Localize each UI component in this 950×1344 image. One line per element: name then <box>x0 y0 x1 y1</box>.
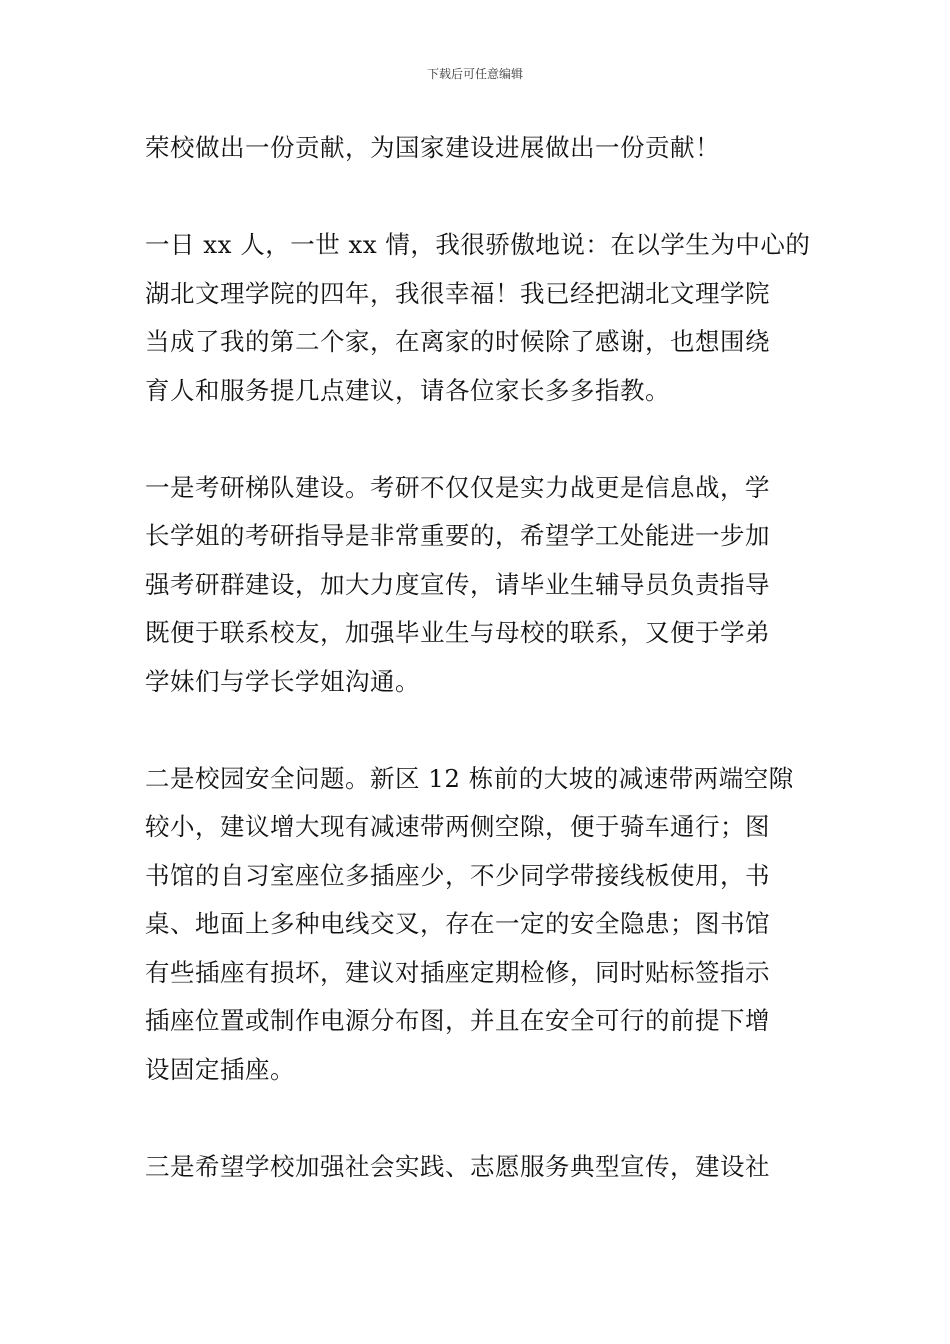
text-line: 长学姐的考研指导是非常重要的，希望学工处能进一步加 <box>145 521 770 550</box>
paragraph-3 <box>145 464 810 707</box>
document-body <box>145 124 810 1191</box>
text-line: 有些插座有损坏，建议对插座定期检修，同时贴标签指示 <box>145 957 770 987</box>
text-line: 强考研群建设，加大力度宣传，请毕业生辅导员负责指导 <box>145 569 770 599</box>
paragraph-1 <box>145 124 810 173</box>
text-line: 荣校做出一份贡献，为国家建设进展做出一份贡献！ <box>145 133 720 162</box>
paragraph-4 <box>145 755 810 1095</box>
paragraph-5 <box>145 1143 810 1192</box>
text-line: 一日 xx 人，一世 xx 情，我很骄傲地说：在以学生为中心的 <box>145 230 811 259</box>
text-line: 书馆的自习室座位多插座少，不少同学带接线板使用，书 <box>145 860 770 890</box>
text-line: 较小，建议增大现有减速带两侧空隙，便于骑车通行；图 <box>145 812 770 841</box>
text-line: 当成了我的第二个家，在离家的时候除了感谢，也想围绕 <box>145 327 770 356</box>
paragraph-2 <box>145 221 810 415</box>
text-line: 三是希望学校加强社会实践、志愿服务典型宣传，建设社 <box>145 1151 770 1181</box>
page-header: 下载后可任意编辑 <box>426 67 523 81</box>
text-line: 湖北文理学院的四年，我很幸福！我已经把湖北文理学院 <box>145 278 770 308</box>
text-line: 一是考研梯队建设。考研不仅仅是实力战更是信息战，学 <box>145 472 770 502</box>
text-line: 学妹们与学长学姐沟通。 <box>145 666 420 696</box>
text-line: 设固定插座。 <box>145 1054 295 1084</box>
text-line: 插座位置或制作电源分布图，并且在安全可行的前提下增 <box>145 1006 770 1035</box>
text-line: 桌、地面上多种电线交叉，存在一定的安全隐患；图书馆 <box>145 909 770 938</box>
text-line: 育人和服务提几点建议，请各位家长多多指教。 <box>145 375 670 405</box>
text-line: 既便于联系校友，加强毕业生与母校的联系，又便于学弟 <box>145 618 770 647</box>
text-line: 二是校园安全问题。新区 12 栋前的大坡的减速带两端空隙 <box>145 763 794 793</box>
